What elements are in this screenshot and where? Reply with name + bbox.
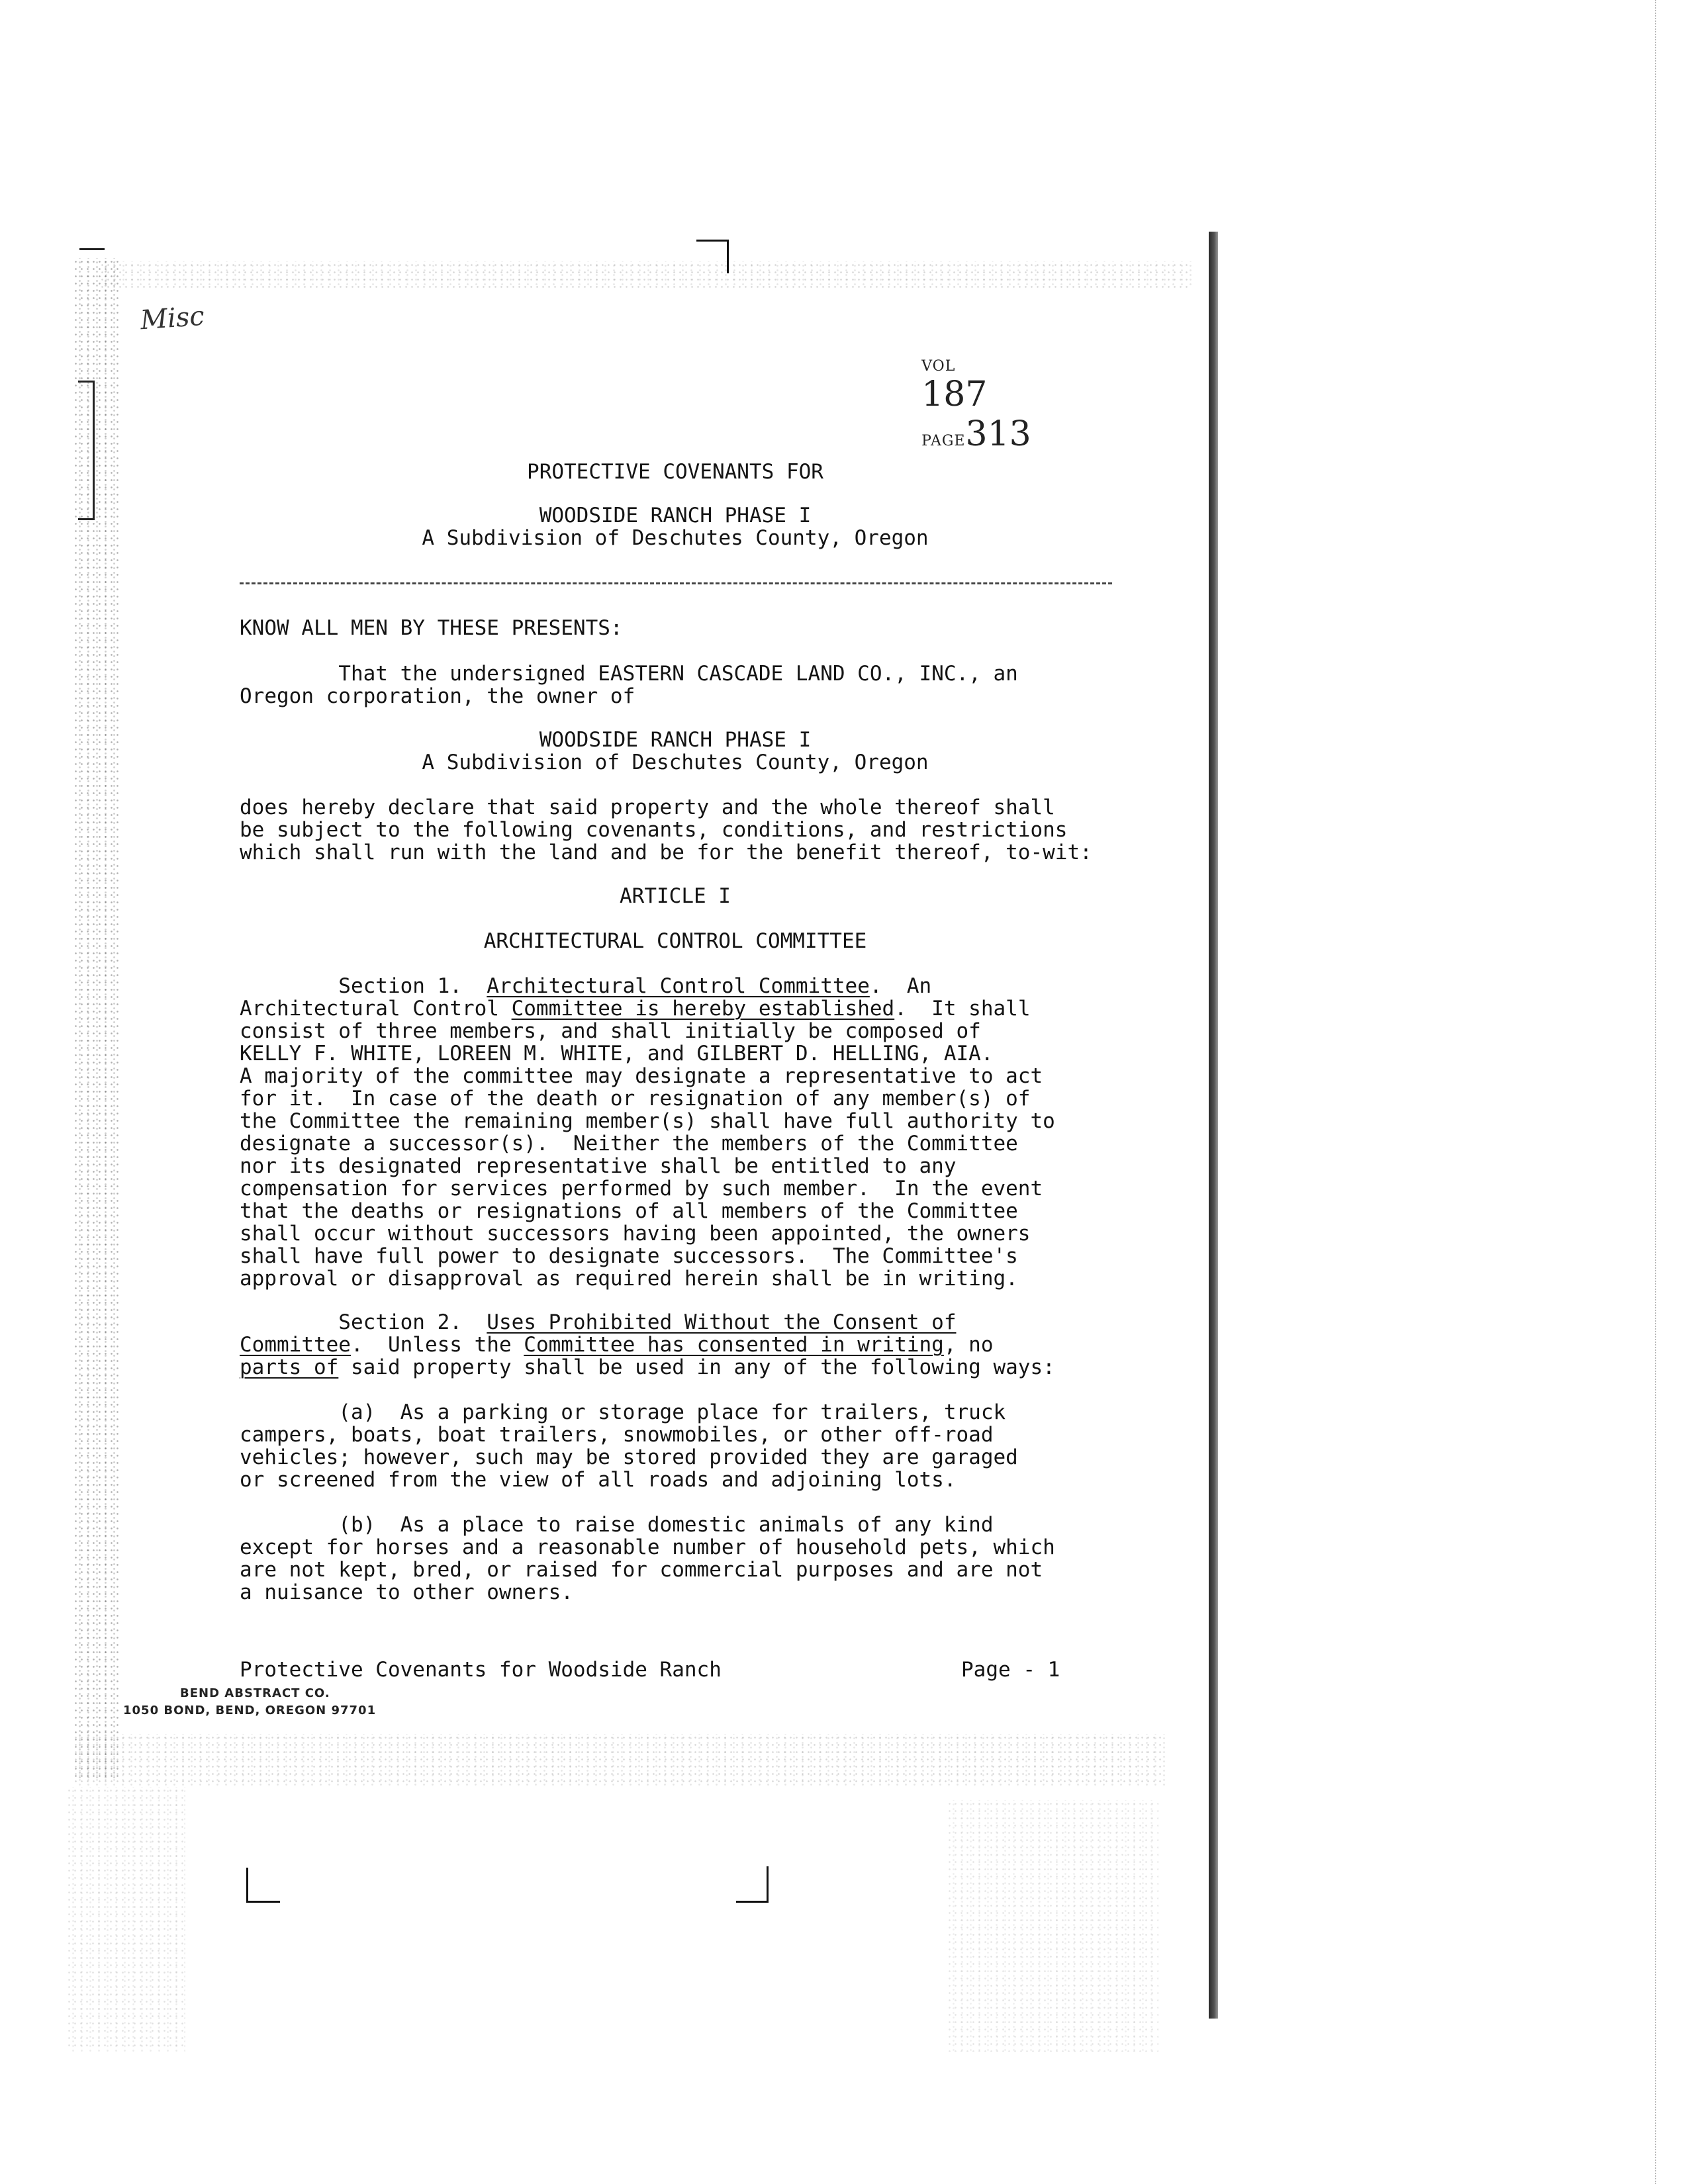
item-a-line-1: (a) As a parking or storage place for trailers, truck xyxy=(240,1400,1006,1424)
vol-label: VOL xyxy=(921,358,956,375)
section2-line3-underlined: parts of xyxy=(240,1355,339,1379)
scan-noise-top-band xyxy=(99,261,1192,288)
item-a-line-3: vehicles; however, such may be stored provided they are garaged xyxy=(240,1445,1018,1469)
section2-line-1 xyxy=(240,1311,957,1334)
section1-line-14: approval or disapproval as required herein shall be in writing. xyxy=(240,1267,1018,1291)
declare-line-2: be subject to the following covenants, conditions, and restrictions xyxy=(240,818,1068,842)
section1-line-4: KELLY F. WHITE, LOREEN M. WHITE, and GILBERT D. HELLING, AIA. xyxy=(240,1042,994,1066)
section2-line2-underlined: Committee has consented in writing xyxy=(524,1333,944,1357)
item-b-line-3: are not kept, bred, or raised for commercial purposes and are not xyxy=(240,1558,1043,1582)
section1-line-3: consist of three members, and shall initially be composed of xyxy=(240,1019,981,1043)
section1-line-8: designate a successor(s). Neither the members of the Committee xyxy=(240,1132,1018,1156)
scan-noise-bottom-corner xyxy=(947,1800,1158,2052)
imprint-line-1: BEND ABSTRACT CO. xyxy=(180,1686,330,1700)
section1-after-title: . An xyxy=(869,974,932,998)
section2-line2-post: . Unless the xyxy=(350,1333,524,1357)
title-line-2: WOODSIDE RANCH PHASE I xyxy=(539,504,812,527)
item-a-line-2: campers, boats, boat trailers, snowmobiles, or other off-road xyxy=(240,1423,994,1447)
scan-dark-right-border xyxy=(1209,232,1218,2019)
declare-line-1: does hereby declare that said property and the whole thereof shall xyxy=(240,796,1055,819)
section1-line-6: for it. In case of the death or resignation of any member(s) of xyxy=(240,1087,1031,1111)
vol-number: 187 xyxy=(921,375,988,414)
scan-left-bracket xyxy=(78,381,95,520)
scan-top-left-tick xyxy=(79,248,105,250)
section2-line3-post: said property shall be used in any of the following ways: xyxy=(338,1355,1055,1379)
article-number: ARTICLE I xyxy=(620,884,731,908)
section2-lead: Section 2. xyxy=(240,1310,487,1334)
title-line-3: A Subdivision of Deschutes County, Oregon xyxy=(422,526,929,550)
subtitle-line-1: WOODSIDE RANCH PHASE I xyxy=(539,728,812,752)
section1-line-13: shall have full power to designate successors. The Committee's xyxy=(240,1244,1018,1268)
crop-mark-bottom-right xyxy=(736,1866,769,1903)
section1-line-1 xyxy=(240,975,931,997)
section1-line-12: shall occur without successors having been appointed, the owners xyxy=(240,1222,1031,1246)
item-b-line-1: (b) As a place to raise domestic animals of any kind xyxy=(240,1513,994,1537)
section2-line2-end: , no xyxy=(943,1333,994,1357)
scan-faint-right-line xyxy=(1655,0,1658,2184)
page-number: 313 xyxy=(965,414,1031,454)
vol-page-stamp xyxy=(915,345,1031,454)
section1-line2-underlined: Committee is hereby established xyxy=(511,997,895,1021)
scan-noise-bottom-band xyxy=(73,1734,1165,1787)
item-a-line-4: or screened from the view of all roads and adjoining lots. xyxy=(240,1468,957,1492)
section1-line-10: compensation for services performed by such member. In the event xyxy=(240,1177,1043,1201)
scan-noise-bottom-left xyxy=(66,1787,185,2052)
intro-line-2: Oregon corporation, the owner of xyxy=(240,684,635,708)
crop-mark-bottom-left xyxy=(246,1868,280,1903)
section1-line-7: the Committee the remaining member(s) shall have full authority to xyxy=(240,1109,1055,1133)
title-line-1: PROTECTIVE COVENANTS FOR xyxy=(527,460,823,484)
article-heading: ARCHITECTURAL CONTROL COMMITTEE xyxy=(483,929,867,953)
imprint-line-2: 1050 BOND, BEND, OREGON 97701 xyxy=(123,1704,377,1717)
section1-line-11: that the deaths or resignations of all members of the Committee xyxy=(240,1199,1018,1223)
know-all-men: KNOW ALL MEN BY THESE PRESENTS: xyxy=(240,616,623,640)
section2-title-part2: Committee xyxy=(240,1333,351,1357)
crop-mark-top xyxy=(696,240,729,273)
intro-line-1: That the undersigned EASTERN CASCADE LAND CO., INC., an xyxy=(240,662,1018,686)
section1-line-5: A majority of the committee may designate a representative to act xyxy=(240,1064,1043,1088)
section2-title-part1: Uses Prohibited Without the Consent of xyxy=(487,1310,957,1334)
subtitle-line-2: A Subdivision of Deschutes County, Oregon xyxy=(422,751,929,774)
dashed-separator xyxy=(240,582,1112,584)
section2-line-3 xyxy=(240,1356,1055,1379)
item-b-line-2: except for horses and a reasonable number of household pets, which xyxy=(240,1535,1055,1559)
section1-line-2 xyxy=(240,997,1031,1020)
section1-lead: Section 1. xyxy=(240,974,487,998)
page-label: PAGE xyxy=(921,433,966,449)
margin-note-handwritten: Misc xyxy=(139,300,206,336)
section2-line-2 xyxy=(240,1334,994,1356)
section1-line-9: nor its designated representative shall be entitled to any xyxy=(240,1154,957,1178)
section1-title: Architectural Control Committee xyxy=(487,974,870,998)
footer-title: Protective Covenants for Woodside Ranch xyxy=(240,1658,722,1682)
declare-line-3: which shall run with the land and be for the benefit thereof, to-wit: xyxy=(240,841,1092,864)
section1-line2-pre: Architectural Control xyxy=(240,997,512,1021)
footer-page-number: Page - 1 xyxy=(961,1658,1060,1682)
section1-line2-post: . It shall xyxy=(894,997,1031,1021)
item-b-line-4: a nuisance to other owners. xyxy=(240,1580,573,1604)
